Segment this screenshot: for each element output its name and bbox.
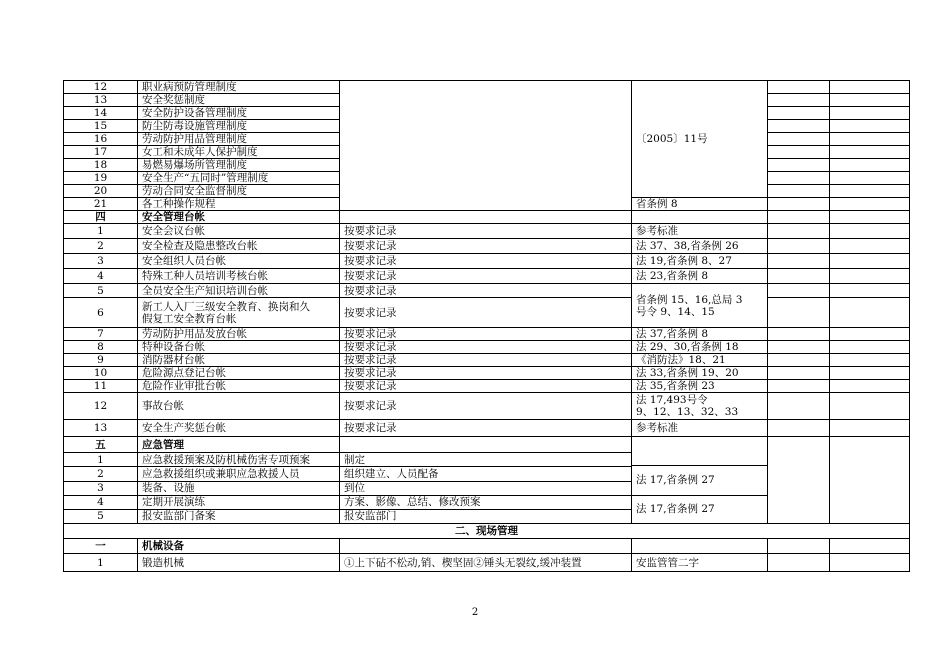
checklist-table: [63, 80, 910, 572]
table-row: 3 安全组织人员台帐 按要求记录 法 19,省条例 8、27: [64, 254, 910, 269]
table-row: 9 消防器材台帐 按要求记录 《消防法》18、21: [64, 354, 910, 367]
table-row: 21 各工种操作规程 省条例 8: [64, 198, 910, 211]
item-cell: 职业病预防管理制度: [138, 81, 340, 94]
table-row: 13 安全生产奖惩台帐 按要求记录 参考标准: [64, 420, 910, 437]
table-row: 4 特殊工种人员培训考核台帐 按要求记录 法 23,省条例 8: [64, 269, 910, 284]
table-row: 2 安全检查及隐患整改台帐 按要求记录 法 37、38,省条例 26: [64, 239, 910, 254]
table-row: 1 锻造机械 ①上下砧不松动,销、楔坚固②锤头无裂纹,缓冲装置 安监管管二字: [64, 554, 910, 572]
table-row: 12 事故台帐 按要求记录 法 17,493号令 9、12、13、32、33: [64, 393, 910, 420]
section-title: 安全管理台帐: [138, 211, 340, 224]
part-heading-row: [64, 524, 910, 539]
page-number: 2: [471, 607, 479, 618]
table-row: 16 劳动防护用品管理制度: [64, 133, 910, 146]
table-row: 11 危险作业审批台帐 按要求记录 法 35,省条例 23: [64, 380, 910, 393]
table-row: 12 职业病预防管理制度 〔2005〕11号: [64, 81, 910, 94]
table-row: 17 女工和未成年人保护制度: [64, 146, 910, 159]
table-row: 19 安全生产“五同时”管理制度: [64, 172, 910, 185]
section-heading-row: 五 应急管理 法 17,省条例 27 法 17,省条例 27: [64, 437, 910, 453]
section-title: 机械设备: [138, 539, 340, 554]
table-row: 20 劳动合同安全监督制度: [64, 185, 910, 198]
table-row: 14 安全防护设备管理制度: [64, 107, 910, 120]
table-row: 5 报安监部门备案 报安监部门: [64, 509, 910, 523]
table-row: 6 新工人入厂三级安全教育、换岗和久 假复工安全教育台帐 按要求记录: [64, 298, 910, 328]
section-heading-row: 一 机械设备: [64, 539, 910, 554]
basis-cell: 省条例 15、16,总局 3 号令 9、14、15: [632, 284, 768, 328]
table-row: 1 应急救援预案及防机械伤害专项预案 制定: [64, 453, 910, 467]
table-row: 18 易燃易爆场所管理制度: [64, 159, 910, 172]
table-row: 15 防尘防毒设施管理制度: [64, 120, 910, 133]
table-row: 10 危险源点登记台帐 按要求记录 法 33,省条例 19、20: [64, 367, 910, 380]
table-row: 13 安全奖惩制度: [64, 94, 910, 107]
section-title: 应急管理: [138, 437, 340, 453]
table-row: 7 劳动防护用品发放台帐 按要求记录 法 37,省条例 8: [64, 328, 910, 341]
table-row: 4 定期开展演练 方案、影像、总结、修改预案: [64, 495, 910, 509]
section-heading-row: 四 安全管理台帐: [64, 211, 910, 224]
basis-cell: 〔2005〕11号: [632, 81, 768, 198]
table-row: 1 安全会议台帐 按要求记录 参考标准: [64, 224, 910, 239]
table-row: 8 特种设备台帐 按要求记录 法 29、30,省条例 18: [64, 341, 910, 354]
table-row: 3 装备、设施 到位: [64, 481, 910, 495]
table-row: 2 应急救援组织或兼职应急救援人员 组织建立、人员配备: [64, 467, 910, 481]
requirement-cell: [340, 81, 632, 211]
table-row: 5 全员安全生产知识培训台帐 按要求记录 省条例 15、16,总局 3 号令 9、14、15: [64, 284, 910, 298]
part-title: 二、现场管理: [64, 524, 910, 539]
